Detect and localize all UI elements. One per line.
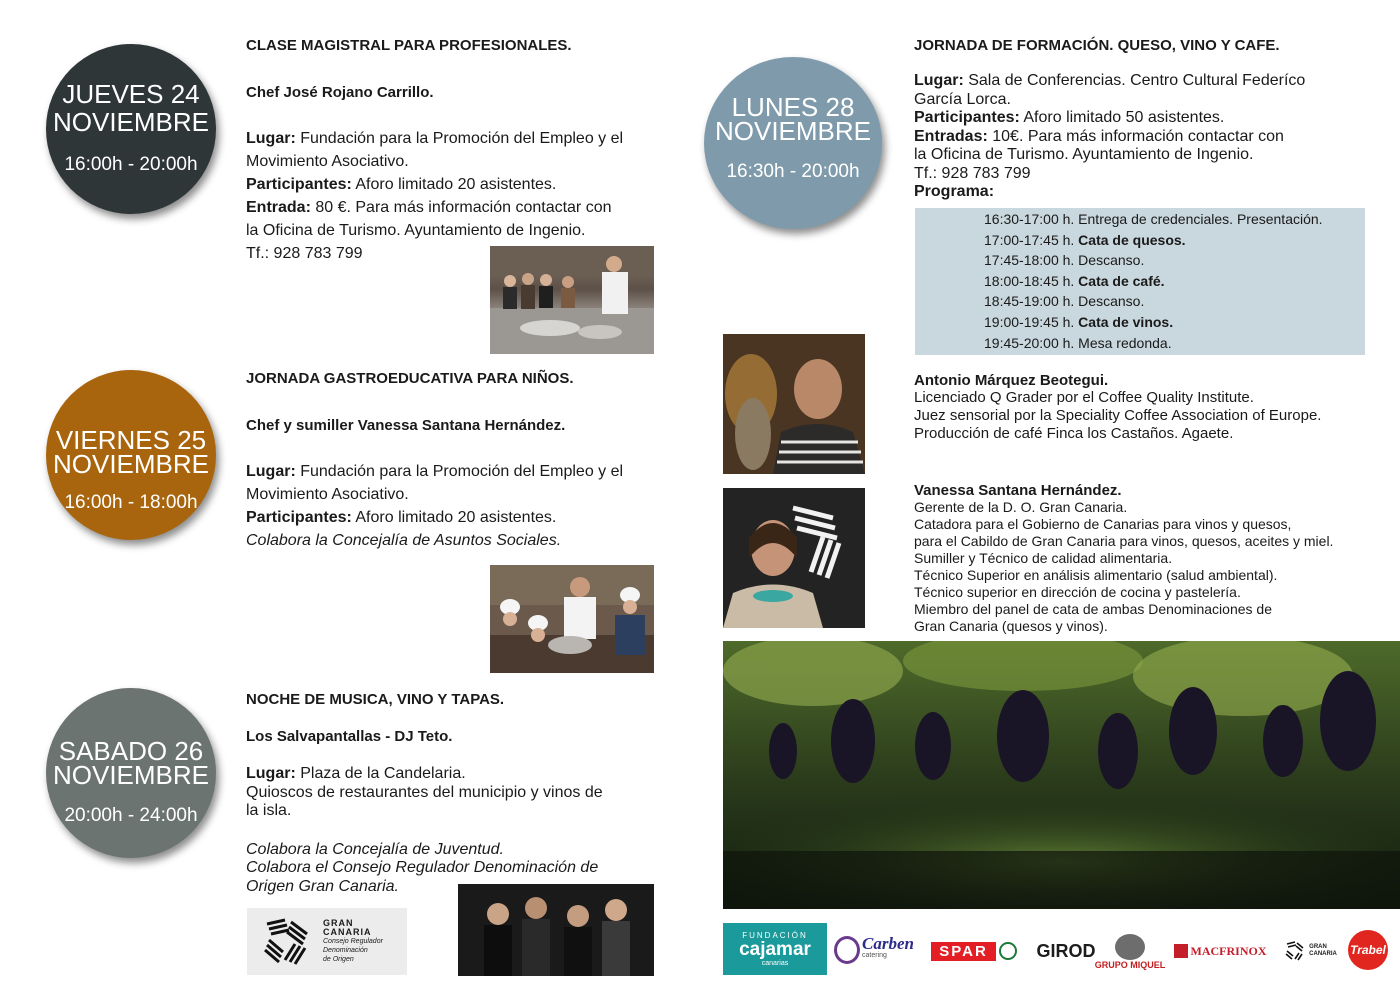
entrada-text-2: la Oficina de Turismo. Ayuntamiento de Ingenio. — [246, 222, 586, 239]
participantes-text: Aforo limitado 20 asistentes. — [351, 509, 557, 526]
vanessa-line: Catadora para el Gobierno de Canarias para vinos y quesos, — [914, 516, 1292, 532]
vanessa-line: Miembro del panel de cata de ambas Denominaciones de — [914, 601, 1272, 617]
gran-canaria-do-logo — [247, 908, 407, 975]
program-time: 18:00-18:45 h. — [984, 273, 1075, 289]
vanessa-line: para el Cabildo de Gran Canaria para vinos, quesos, aceites y miel. — [914, 533, 1334, 549]
date-month: NOVIEMBRE — [52, 107, 210, 137]
date-day: LUNES 28 — [731, 92, 855, 122]
program-time: 17:00-17:45 h. — [984, 232, 1075, 248]
macfrinox-name: MACFRINOX — [1190, 943, 1267, 958]
entradas-text: 10€. Para más información contactar con — [987, 127, 1284, 145]
vanessa-line: Gran Canaria (quesos y vinos). — [914, 618, 1108, 634]
antonio-line: Producción de café Finca los Castaños. Agaete. — [914, 425, 1234, 442]
program-item — [984, 293, 1144, 309]
event-title: JORNADA DE FORMACIÓN. QUESO, VINO Y CAFE. — [914, 37, 1280, 54]
program-text: Descanso. — [1074, 293, 1145, 309]
program-box — [915, 208, 1365, 355]
date-month: NOVIEMBRE — [714, 116, 872, 146]
cooking-class-photo — [490, 246, 654, 354]
date-circle-viernes — [46, 370, 216, 540]
kids-cooking-photo — [490, 565, 654, 673]
lugar-text-2: Quioscos de restaurantes del municipio y vinos de — [246, 783, 603, 801]
program-time: 19:00-19:45 h. — [984, 314, 1075, 330]
antonio-name: Antonio Márquez Beotegui. — [914, 372, 1109, 389]
colabora-text: Colabora la Concejalía de Asuntos Sociales. — [246, 532, 562, 549]
fundacion-cajamar-logo — [723, 923, 827, 975]
program-text: Cata de vinos. — [1074, 314, 1174, 330]
miquel-icon — [1115, 934, 1145, 960]
gc-logo-line5: de Origen — [323, 956, 354, 963]
date-circle-sabado — [46, 688, 216, 858]
program-time: 18:45-19:00 h. — [984, 293, 1075, 309]
program-item — [984, 252, 1144, 268]
antonio-bio — [914, 372, 1374, 443]
event-details — [246, 127, 666, 265]
vanessa-line: Gerente de la D. O. Gran Canaria. — [914, 499, 1128, 515]
event-title: JORNADA GASTROEDUCATIVA PARA NIÑOS. — [246, 370, 574, 387]
program-text: Entrega de credenciales. Presentación. — [1074, 211, 1323, 227]
program-time: 19:45-20:00 h. — [984, 335, 1075, 351]
lugar-label: Lugar: — [246, 130, 296, 147]
program-item — [984, 232, 1186, 248]
event-details — [246, 460, 666, 552]
lugar-label: Lugar: — [914, 72, 964, 89]
colabora-text-3: Origen Gran Canaria. — [246, 877, 399, 895]
band-photo — [458, 884, 654, 976]
cajamar-line1: FUNDACIÓN — [742, 931, 808, 940]
trabel-logo: Trabel — [1348, 930, 1388, 970]
gran-canaria-small-logo — [1278, 934, 1342, 968]
participantes-label: Participantes: — [246, 509, 352, 526]
phone-text: Tf.: 928 783 799 — [246, 245, 363, 262]
gc-small-line2: CANARIA — [1309, 951, 1337, 957]
spar-logo — [920, 940, 1028, 962]
lugar-text: Fundación para la Promoción del Empleo y el — [295, 130, 624, 147]
program-text: Descanso. — [1074, 252, 1145, 268]
lugar-text-2: García Lorca. — [914, 90, 1011, 108]
date-time: 20:00h - 24:00h — [64, 805, 198, 826]
macfrinox-icon — [1174, 944, 1188, 958]
lugar-label: Lugar: — [246, 463, 296, 480]
spar-tree-icon — [999, 942, 1017, 960]
entradas-label: Entradas: — [914, 127, 988, 145]
carben-icon — [834, 936, 860, 964]
colabora-text-2: Colabora el Consejo Regulador Denominación de — [246, 859, 599, 876]
lugar-text-2: Movimiento Asociativo. — [246, 153, 409, 170]
antonio-line: Juez sensorial por la Speciality Coffee Association of Europe. — [914, 407, 1322, 424]
date-time: 16:00h - 18:00h — [64, 492, 198, 513]
gran-canaria-star-icon — [257, 914, 317, 970]
vanessa-line: Técnico Superior en análisis alimentario (salud ambiental). — [914, 567, 1278, 583]
event-details — [246, 765, 666, 896]
gc-logo-line4: Denominación — [323, 947, 368, 954]
carben-sub: catering — [862, 952, 887, 959]
date-circle-jueves — [46, 44, 216, 214]
event-details — [914, 72, 1374, 202]
lugar-text-2: Movimiento Asociativo. — [246, 486, 409, 503]
vineyard-grapes-photo — [723, 641, 1400, 909]
gc-small-line1: GRAN — [1309, 944, 1327, 950]
entrada-text: 80 €. Para más información contactar con — [310, 199, 612, 216]
entrada-label: Entrada: — [246, 199, 311, 216]
miquel-name: GRUPO MIQUEL — [1094, 960, 1166, 970]
gc-logo-line1: GRAN — [323, 918, 354, 928]
program-time: 17:45-18:00 h. — [984, 252, 1075, 268]
program-item — [984, 273, 1165, 289]
date-time: 16:00h - 20:00h — [64, 154, 198, 175]
vanessa-portrait-photo — [723, 488, 865, 628]
event-title: NOCHE DE MUSICA, VINO Y TAPAS. — [246, 691, 505, 708]
event-title: CLASE MAGISTRAL PARA PROFESIONALES. — [246, 37, 572, 54]
date-day: VIERNES 25 — [55, 425, 207, 455]
grupo-miquel-logo — [1094, 930, 1166, 974]
entradas-text-2: la Oficina de Turismo. Ayuntamiento de Ingenio. — [914, 146, 1254, 163]
lugar-text: Plaza de la Candelaria. — [295, 765, 466, 782]
vanessa-line: Sumiller y Técnico de calidad alimentaria. — [914, 550, 1173, 566]
carben-name: Carben — [862, 934, 914, 953]
programa-label: Programa: — [914, 183, 995, 200]
program-time: 16:30-17:00 h. — [984, 211, 1075, 227]
gc-logo-line2: CANARIA — [323, 927, 372, 937]
cajamar-line3: canarias — [761, 960, 789, 967]
event-chef: Chef José Rojano Carrillo. — [246, 84, 434, 101]
date-day: JUEVES 24 — [62, 79, 200, 109]
participantes-label: Participantes: — [914, 109, 1020, 126]
program-text: Mesa redonda. — [1074, 335, 1172, 351]
antonio-portrait-photo — [723, 334, 865, 474]
gc-logo-line3: Consejo Regulador — [323, 938, 383, 945]
spar-name: SPAR — [931, 942, 996, 961]
lugar-text: Fundación para la Promoción del Empleo y el — [295, 463, 624, 480]
participantes-text: Aforo limitado 50 asistentes. — [1019, 109, 1225, 126]
lugar-text: Sala de Conferencias. Centro Cultural Federíco — [963, 72, 1306, 89]
date-month: NOVIEMBRE — [52, 449, 210, 479]
antonio-line: Licenciado Q Grader por el Coffee Quality Institute. — [914, 389, 1254, 406]
program-text: Cata de quesos. — [1074, 232, 1186, 248]
program-item — [984, 211, 1323, 227]
participantes-label: Participantes: — [246, 176, 352, 193]
date-circle-lunes — [704, 57, 882, 229]
cajamar-line2: cajamar — [739, 939, 811, 960]
vanessa-bio — [914, 482, 1384, 635]
lugar-label: Lugar: — [246, 765, 296, 782]
vanessa-line: Técnico superior en dirección de cocina y pastelería. — [914, 584, 1241, 600]
program-item — [984, 335, 1172, 351]
event-chef: Chef y sumiller Vanessa Santana Hernández. — [246, 417, 566, 434]
colabora-text-1: Colabora la Concejalía de Juventud. — [246, 840, 504, 858]
participantes-text: Aforo limitado 20 asistentes. — [351, 176, 557, 193]
date-time: 16:30h - 20:00h — [726, 161, 860, 182]
program-item — [984, 314, 1173, 330]
program-text: Cata de café. — [1074, 273, 1165, 289]
date-month: NOVIEMBRE — [52, 760, 210, 790]
macfrinox-logo — [1172, 940, 1268, 962]
date-day: SABADO 26 — [58, 736, 204, 766]
vanessa-name: Vanessa Santana Hernández. — [914, 482, 1122, 499]
carben-logo — [834, 928, 914, 972]
girod-logo: GIROD — [1036, 940, 1096, 961]
event-artists: Los Salvapantallas - DJ Teto. — [246, 728, 453, 745]
phone-text: Tf.: 928 783 799 — [914, 164, 1031, 182]
gran-canaria-star-icon — [1283, 940, 1307, 962]
lugar-text-3: la isla. — [246, 802, 292, 819]
